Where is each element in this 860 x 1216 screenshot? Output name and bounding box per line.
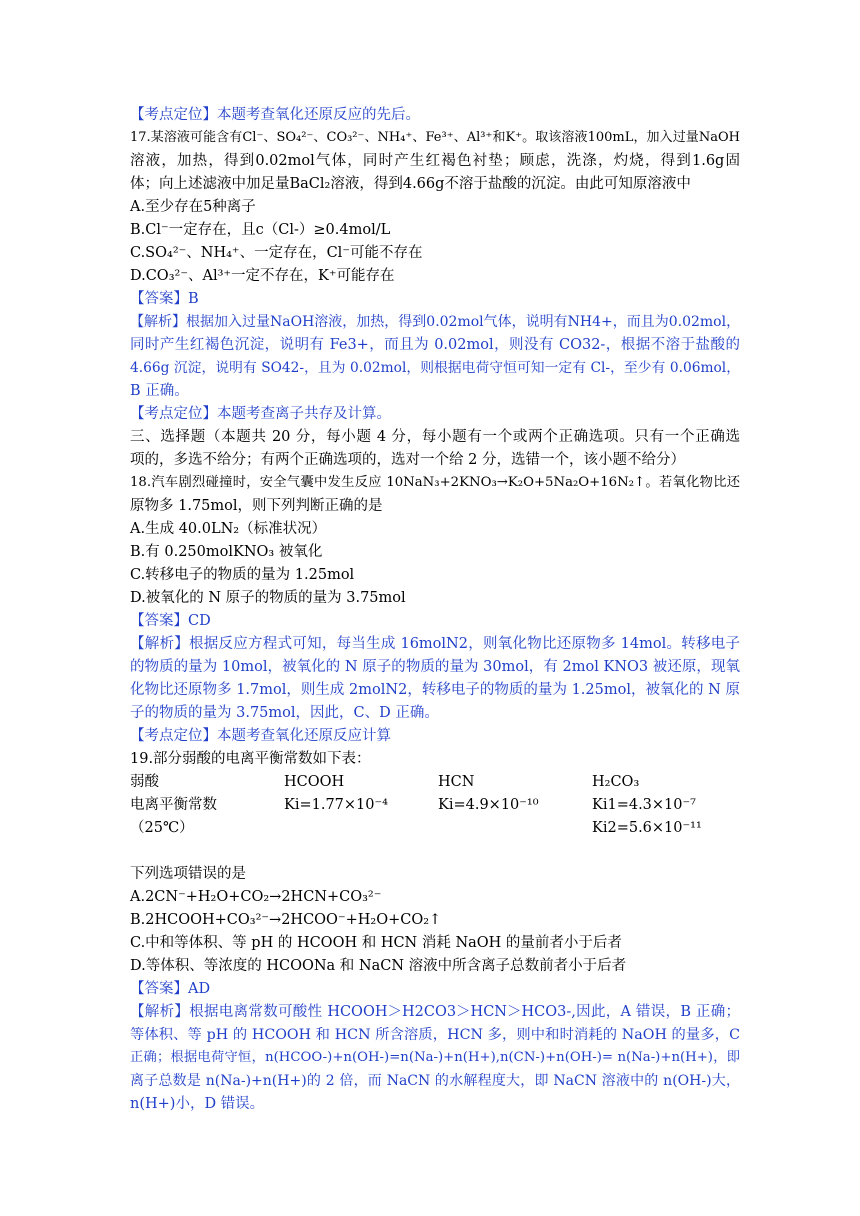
q19-option-a: A.2CN⁻+H₂O+CO₂→2HCN+CO₃²⁻	[130, 889, 382, 905]
q19-analysis-line4: 离子总数是 n(Na-)+n(H+)的 2 倍，而 NaCN 的水解程度大，即 NaCN 溶液中的 n(OH-)大，	[130, 1073, 740, 1089]
q19-analysis-line5: n(H+)小，D 错误。	[130, 1096, 265, 1112]
kaodian-q18: 【考点定位】本题考查氧化还原反应计算	[130, 728, 391, 744]
q18-analysis-line1: 【解析】根据反应方程式可知，每当生成 16molN2，则氧化物比还原物多 14mol。转移电子	[130, 636, 740, 652]
table-cell: 电离平衡常数	[130, 797, 217, 813]
q18-analysis-line2: 的物质的量为 10mol，被氧化的 N 原子的物质的量为 30mol，有 2mol KNO3 被还原，现氧	[130, 659, 740, 675]
q17-stem-line1: 17.某溶液可能含有Cl⁻、SO₄²⁻、CO₃²⁻、NH₄⁺、Fe³⁺、Al³⁺和K⁺。取该溶液100mL，加入过量NaOH	[130, 130, 740, 145]
q17-analysis-line4: B 正确。	[130, 383, 189, 399]
q18-option-b: B.有 0.250molKNO₃ 被氧化	[130, 544, 323, 560]
q18-answer: 【答案】CD	[130, 613, 211, 629]
q17-analysis-line1: 【解析】根据加入过量NaOH溶液，加热，得到0.02mol气体，说明有NH4+，而且为0.02mol，	[130, 314, 741, 330]
q18-option-a: A.生成 40.0LN₂（标准状况）	[130, 521, 327, 537]
table-cell: Ki=1.77×10⁻⁴	[284, 797, 388, 813]
q17-option-d: D.CO₃²⁻、Al³⁺一定不存在，K⁺可能存在	[130, 268, 395, 284]
table-cell: HCOOH	[284, 774, 345, 790]
kaodian-q17: 【考点定位】本题考查离子共存及计算。	[130, 406, 391, 422]
table-cell: Ki2=5.6×10⁻¹¹	[592, 820, 702, 836]
q17-analysis-line2: 同时产生红褐色沉淀，说明有 Fe3+，而且为 0.02mol，则没有 CO32-，根据不溶于盐酸的	[130, 337, 740, 353]
q17-analysis-line3: 4.66g 沉淀，说明有 SO42-，且为 0.02mol，则根据电荷守恒可知一定有 Cl-，至少有 0.06mol，	[130, 360, 740, 376]
q19-option-c: C.中和等体积、等 pH 的 HCOOH 和 HCN 消耗 NaOH 的量前者小于后者	[130, 935, 622, 951]
q17-option-a: A.至少存在5种离子	[130, 199, 256, 215]
q18-option-d: D.被氧化的 N 原子的物质的量为 3.75mol	[130, 590, 406, 606]
table-cell: 弱酸	[130, 774, 159, 790]
q18-stem-line2: 原物多 1.75mol，则下列判断正确的是	[130, 498, 383, 514]
q19-option-d: D.等体积、等浓度的 HCOONa 和 NaCN 溶液中所含离子总数前者小于后者	[130, 958, 627, 974]
q17-option-c: C.SO₄²⁻、NH₄⁺、一定存在，Cl⁻可能不存在	[130, 245, 423, 261]
q18-analysis-line3: 化物比还原物多 1.7mol，则生成 2molN2，转移电子的物质的量为 1.25mol，被氧化的 N 原	[130, 682, 740, 698]
table-cell: H₂CO₃	[592, 774, 640, 790]
q19-stem: 19.部分弱酸的电离平衡常数如下表：	[130, 751, 371, 767]
q18-stem-line1: 18.汽车剧烈碰撞时，安全气囊中发生反应 10NaN₃+2KNO₃→K₂O+5Na₂O+16N₂↑。若氧化物比还	[130, 475, 740, 490]
q17-stem-line3: 体；向上述滤液中加足量BaCl₂溶液，得到4.66g不溶于盐酸的沉淀。由此可知原溶液中	[130, 176, 691, 192]
q17-stem-line2: 溶液，加热，得到0.02mol气体，同时产生红褐色衬垫；顾虑，洗涤，灼烧，得到1.6g固	[130, 153, 740, 169]
kaodian-q16: 【考点定位】本题考查氧化还原反应的先后。	[130, 107, 420, 123]
section-three-heading-line2: 项的，多选不给分；有两个正确选项的，选对一个给 2 分，选错一个，该小题不给分）	[130, 452, 685, 468]
q17-option-b: B.Cl⁻一定存在，且c（Cl-）≥0.4mol/L	[130, 222, 391, 238]
q19-analysis-line2: 等体积、等 pH 的 HCOOH 和 HCN 所含溶质，HCN 多，则中和时消耗的 NaOH 的量多，C	[130, 1027, 740, 1043]
section-three-heading-line1: 三、选择题（本题共 20 分，每小题 4 分，每小题有一个或两个正确选项。只有一个正确选	[130, 429, 740, 445]
table-cell: （25℃）	[130, 820, 194, 836]
q18-analysis-line4: 子的物质的量为 3.75mol，因此，C、D 正确。	[130, 705, 439, 721]
q19-analysis-line1: 【解析】根据电离常数可酸性 HCOOH＞H2CO3＞HCN＞HCO3-,因此，A 错误，B 正确；	[130, 1004, 740, 1020]
table-cell: HCN	[438, 774, 475, 790]
table-cell: Ki=4.9×10⁻¹⁰	[438, 797, 539, 813]
q18-option-c: C.转移电子的物质的量为 1.25mol	[130, 567, 355, 583]
table-cell: Ki1=4.3×10⁻⁷	[592, 797, 696, 813]
q19-option-b: B.2HCOOH+CO₃²⁻→2HCOO⁻+H₂O+CO₂↑	[130, 912, 442, 928]
q19-prompt: 下列选项错误的是	[130, 866, 246, 882]
q19-analysis-line3: 正确；根据电荷守恒，n(HCOO-)+n(OH-)=n(Na-)+n(H+),n(CN-)+n(OH-)= n(Na-)+n(H+)，即	[130, 1050, 740, 1065]
q17-answer: 【答案】B	[130, 291, 199, 307]
q19-answer: 【答案】AD	[130, 981, 211, 997]
